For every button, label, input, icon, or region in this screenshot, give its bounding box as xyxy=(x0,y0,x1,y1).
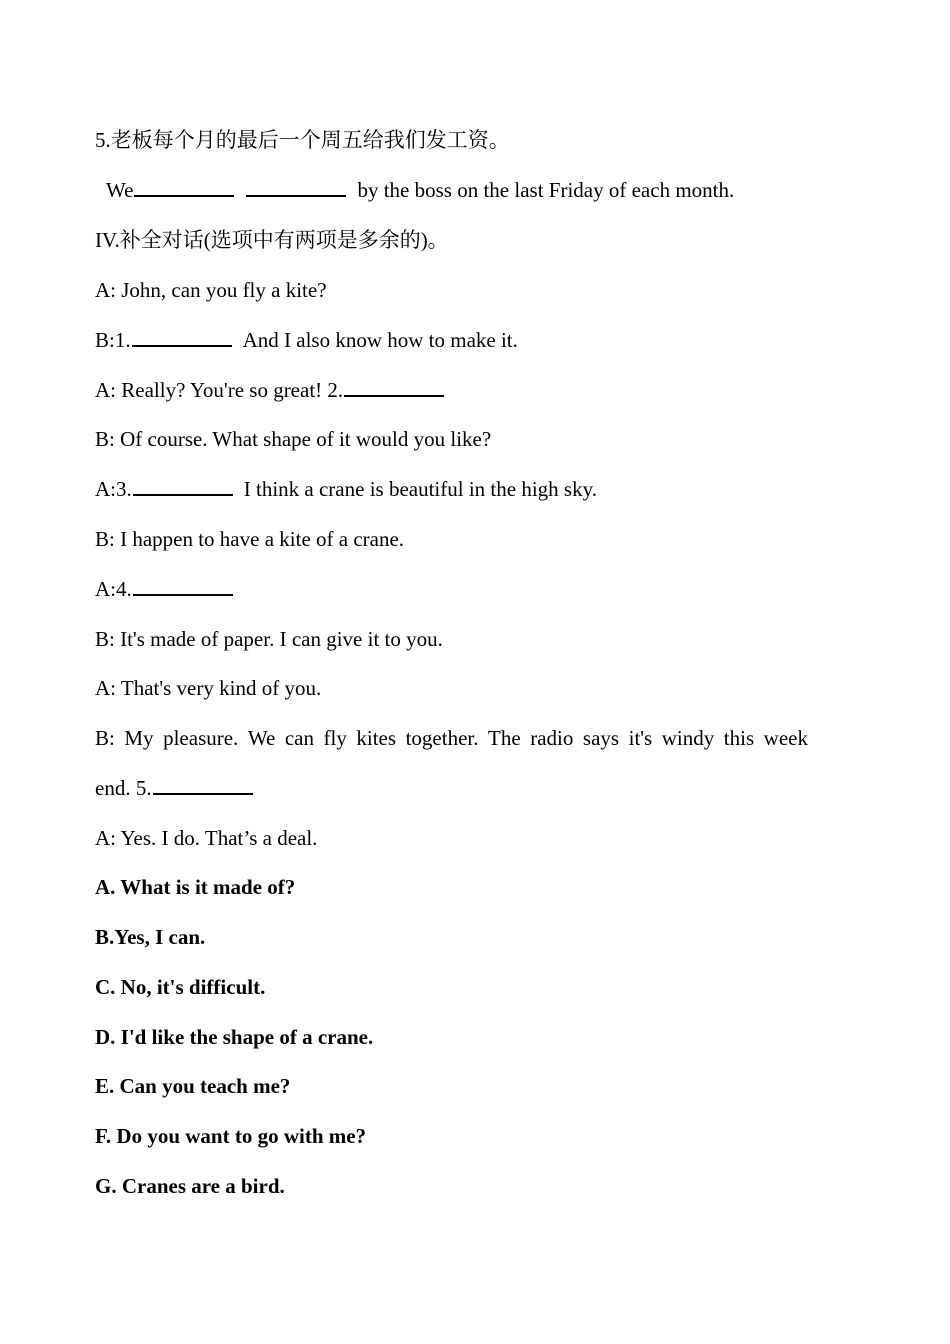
dialogue-word: kites xyxy=(356,726,397,750)
dialogue-word: can xyxy=(284,726,314,750)
dialogue-word: says xyxy=(582,726,620,750)
dialogue-word: radio xyxy=(530,726,574,750)
dialogue-word: together. xyxy=(405,726,479,750)
dialogue-blank-2[interactable] xyxy=(344,377,444,397)
dialogue-line-11 xyxy=(95,774,254,802)
option-g: G. Cranes are a bird. xyxy=(95,1174,285,1198)
dialogue-word: this xyxy=(723,726,755,750)
dialogue-word: My xyxy=(124,726,154,750)
question-5-suffix: by the boss on the last Friday of each month. xyxy=(357,178,735,202)
dialogue-line-7 xyxy=(95,575,234,603)
dialogue-blank-4[interactable] xyxy=(133,576,233,596)
option-a: A. What is it made of? xyxy=(95,875,296,899)
dialogue-line-1: A: John, can you fly a kite? xyxy=(95,278,327,302)
dialogue-word: week xyxy=(763,726,808,750)
dialogue-blank-5[interactable] xyxy=(153,775,253,795)
option-c: C. No, it's difficult. xyxy=(95,975,266,999)
dialogue-line-11-prefix: end. 5. xyxy=(95,776,152,800)
dialogue-line-6: B: I happen to have a kite of a crane. xyxy=(95,527,405,551)
dialogue-line-5 xyxy=(95,475,597,503)
dialogue-line-9: A: That's very kind of you. xyxy=(95,676,322,700)
option-e: E. Can you teach me? xyxy=(95,1074,291,1098)
dialogue-word: pleasure. xyxy=(163,726,239,750)
question-5-chinese: 5.老板每个月的最后一个周五给我们发工资。 xyxy=(95,128,510,152)
option-b: B.Yes, I can. xyxy=(95,925,206,949)
dialogue-word: B: xyxy=(95,726,115,750)
question-5-prefix: We xyxy=(106,178,134,202)
dialogue-line-12: A: Yes. I do. That’s a deal. xyxy=(95,826,318,850)
dialogue-blank-1[interactable] xyxy=(132,327,232,347)
dialogue-line-5-suffix: I think a crane is beautiful in the high sky. xyxy=(243,477,597,501)
dialogue-line-3 xyxy=(95,376,445,404)
dialogue-word: it's xyxy=(628,726,653,750)
dialogue-line-10 xyxy=(95,724,808,752)
dialogue-line-5-prefix: A:3. xyxy=(95,477,132,501)
dialogue-line-8: B: It's made of paper. I can give it to you. xyxy=(95,627,443,651)
dialogue-line-2-suffix: And I also know how to make it. xyxy=(242,328,518,352)
answer-blank-2[interactable] xyxy=(246,177,346,197)
dialogue-word: We xyxy=(247,726,276,750)
dialogue-line-7-prefix: A:4. xyxy=(95,577,132,601)
option-f: F. Do you want to go with me? xyxy=(95,1124,367,1148)
dialogue-line-4: B: Of course. What shape of it would you like? xyxy=(95,427,492,451)
dialogue-line-3-prefix: A: Really? You're so great! 2. xyxy=(95,378,344,402)
question-5-sentence xyxy=(106,176,734,204)
dialogue-word: The xyxy=(488,726,521,750)
answer-blank-1[interactable] xyxy=(134,177,234,197)
dialogue-line-2-prefix: B:1. xyxy=(95,328,131,352)
dialogue-blank-3[interactable] xyxy=(133,476,233,496)
section-heading: IV.补全对话(选项中有两项是多余的)。 xyxy=(95,228,449,252)
dialogue-line-2 xyxy=(95,326,518,354)
option-d: D. I'd like the shape of a crane. xyxy=(95,1025,374,1049)
dialogue-word: fly xyxy=(323,726,347,750)
dialogue-word: windy xyxy=(661,726,715,750)
